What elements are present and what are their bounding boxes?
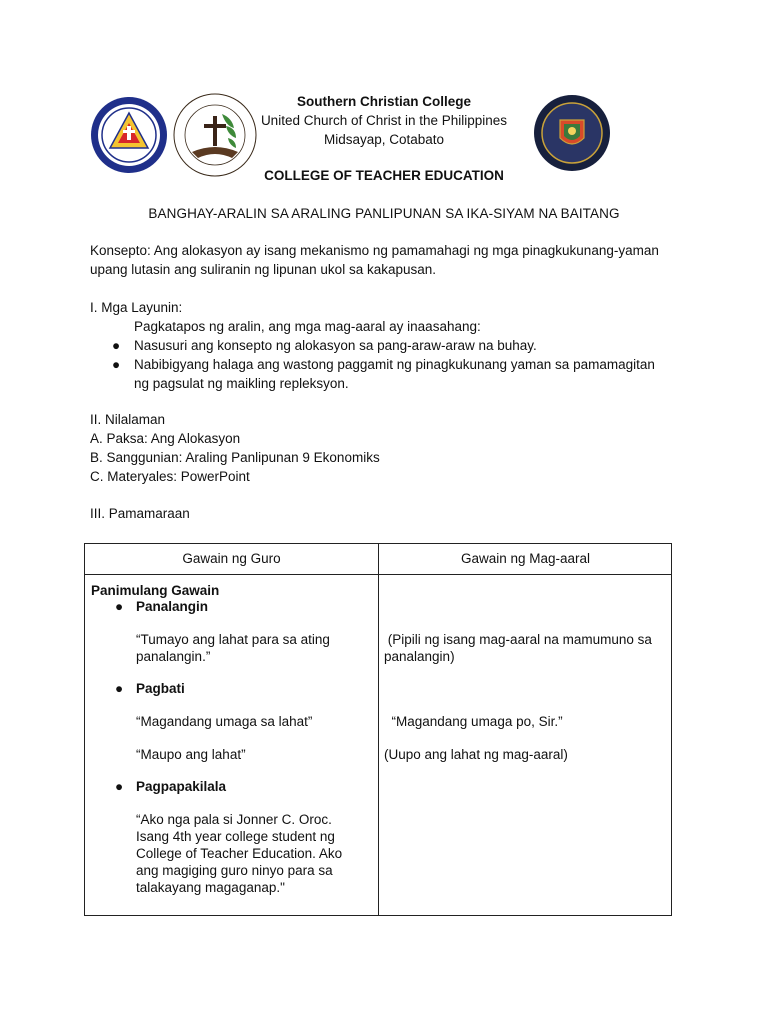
procedure-table xyxy=(84,543,672,916)
bullet-icon: ● xyxy=(112,338,121,353)
teacher-prayer-line: “Tumayo ang lahat para sa ating xyxy=(136,632,330,647)
activity-title-pagpapakilala: Pagpapakilala xyxy=(136,779,227,794)
concept-line: Konsepto: Ang alokasyon ay isang mekanismo ng pamamahagi ng mga pinagkukunang-yaman xyxy=(90,243,659,258)
bullet-icon: ● xyxy=(115,779,124,794)
bullet-icon: ● xyxy=(115,681,124,696)
content-materials: C. Materyales: PowerPoint xyxy=(90,469,250,484)
objectives-intro: Pagkatapos ng aralin, ang mga mag-aaral ay inaasahang: xyxy=(134,319,481,334)
objective-text: ng pagsulat ng maikling repleksyon. xyxy=(134,376,349,391)
teacher-intro-line: ang magiging guro ninyo para sa xyxy=(136,863,333,878)
school-name: Southern Christian College xyxy=(296,94,472,109)
student-prayer-line: (Pipili ng isang mag-aaral na mamumuno sa xyxy=(384,632,652,647)
institution-block xyxy=(240,92,528,149)
document-header xyxy=(0,88,768,198)
college-of-teacher-education-seal-icon xyxy=(533,94,611,172)
student-sit-response: (Uupo ang lahat ng mag-aaral) xyxy=(384,747,568,762)
content-heading: II. Nilalaman xyxy=(90,412,166,427)
teacher-sit-instruction: “Maupo ang lahat” xyxy=(136,747,246,762)
objectives-section xyxy=(90,298,690,393)
method-heading: III. Pamamaraan xyxy=(90,506,190,521)
teacher-intro-line: “Ako nga pala si Jonner C. Oroc. xyxy=(136,812,332,827)
student-prayer-line: panalangin) xyxy=(384,649,455,664)
student-greeting: “Magandang umaga po, Sir.” xyxy=(384,714,563,729)
content-topic: A. Paksa: Ang Alokasyon xyxy=(90,431,241,446)
teacher-intro-line: talakayang magaganap." xyxy=(136,880,285,895)
objectives-heading: I. Mga Layunin: xyxy=(90,300,183,315)
bullet-icon: ● xyxy=(115,599,124,614)
student-column-header: Gawain ng Mag-aaral xyxy=(460,551,591,566)
header-divider xyxy=(85,574,671,575)
school-location: Midsayap, Cotabato xyxy=(323,132,445,147)
objective-text: Nabibigyang halaga ang wastong paggamit ng pinagkukunang yaman sa pamamagitan xyxy=(134,357,655,372)
teacher-prayer-line: panalangin.” xyxy=(136,649,211,664)
college-name: COLLEGE OF TEACHER EDUCATION xyxy=(264,168,504,183)
content-reference: B. Sanggunian: Araling Panlipunan 9 Ekonomiks xyxy=(90,450,380,465)
concept-line: upang lutasin ang suliranin ng lipunan ukol sa kakapusan. xyxy=(90,262,436,277)
objective-item xyxy=(90,336,690,355)
teacher-column-header: Gawain ng Guro xyxy=(182,551,281,566)
concept-paragraph xyxy=(90,241,690,279)
activity-title-pagbati: Pagbati xyxy=(136,681,185,696)
teacher-intro-line: College of Teacher Education. Ako xyxy=(136,846,343,861)
activity-title-panalangin: Panalangin xyxy=(136,599,209,614)
church-name: United Church of Christ in the Philippines xyxy=(260,113,508,128)
teacher-intro-line: Isang 4th year college student ng xyxy=(136,829,335,844)
objective-text: Nasusuri ang konsepto ng alokasyon sa pang-araw-araw na buhay. xyxy=(134,338,537,353)
southern-christian-college-seal-icon xyxy=(90,96,168,174)
bullet-icon: ● xyxy=(112,357,121,372)
section-title: Panimulang Gawain xyxy=(91,583,220,598)
document-title: BANGHAY-ARALIN SA ARALING PANLIPUNAN SA IKA-SIYAM NA BAITANG xyxy=(148,206,620,221)
content-section xyxy=(90,410,690,486)
objective-item xyxy=(90,355,690,393)
column-divider xyxy=(378,544,379,915)
teacher-greeting: “Magandang umaga sa lahat” xyxy=(136,714,313,729)
